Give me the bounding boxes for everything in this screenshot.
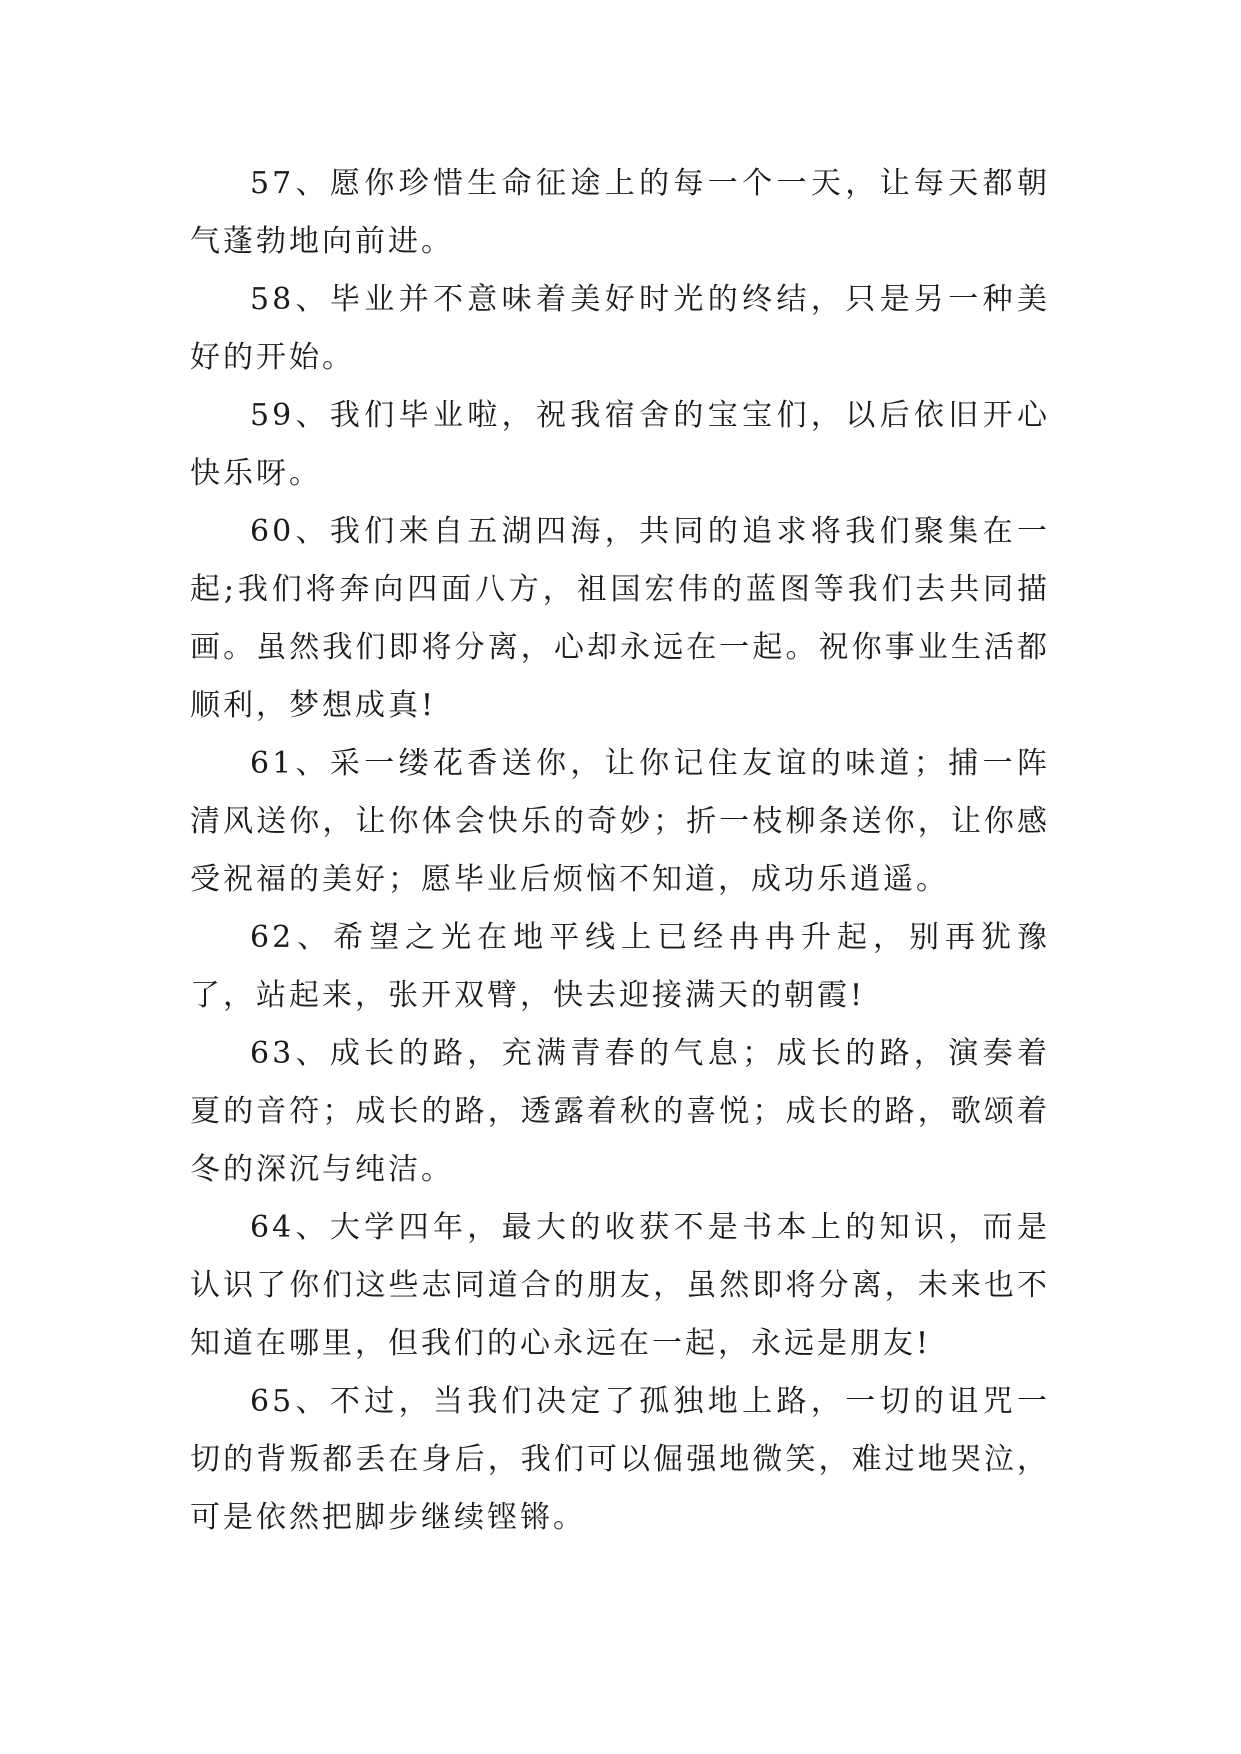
paragraph-65: 65、不过，当我们决定了孤独地上路，一切的诅咒一切的背叛都丢在身后，我们可以倔强地微笑，难过地哭泣，可是依然把脚步继续铿锵。 — [190, 1384, 1050, 1535]
paragraph-60: 60、我们来自五湖四海，共同的追求将我们聚集在一起;我们将奔向四面八方，祖国宏伟的蓝图等我们去共同描画。虽然我们即将分离，心却永远在一起。祝你事业生活都顺利，梦想成真! — [190, 514, 1050, 723]
paragraph-61: 61、采一缕花香送你，让你记住友谊的味道；捕一阵清风送你，让你体会快乐的奇妙；折一枝柳条送你，让你感受祝福的美好；愿毕业后烦恼不知道，成功乐逍遥。 — [190, 746, 1050, 897]
paragraph-59: 59、我们毕业啦，祝我宿舍的宝宝们，以后依旧开心快乐呀。 — [190, 398, 1050, 491]
paragraph-64: 64、大学四年，最大的收获不是书本上的知识，而是认识了你们这些志同道合的朋友，虽然即将分离，未来也不知道在哪里，但我们的心永远在一起，永远是朋友! — [190, 1210, 1050, 1361]
paragraph-58: 58、毕业并不意味着美好时光的终结，只是另一种美好的开始。 — [190, 282, 1050, 375]
paragraph-62: 62、希望之光在地平线上已经冉冉升起，别再犹豫了，站起来，张开双臂，快去迎接满天的朝霞! — [190, 920, 1050, 1013]
document-body — [190, 155, 1050, 1547]
paragraph-57: 57、愿你珍惜生命征途上的每一个一天，让每天都朝气蓬勃地向前进。 — [190, 166, 1050, 259]
paragraph-63: 63、成长的路，充满青春的气息；成长的路，演奏着夏的音符；成长的路，透露着秋的喜悦；成长的路，歌颂着冬的深沉与纯洁。 — [190, 1036, 1050, 1187]
